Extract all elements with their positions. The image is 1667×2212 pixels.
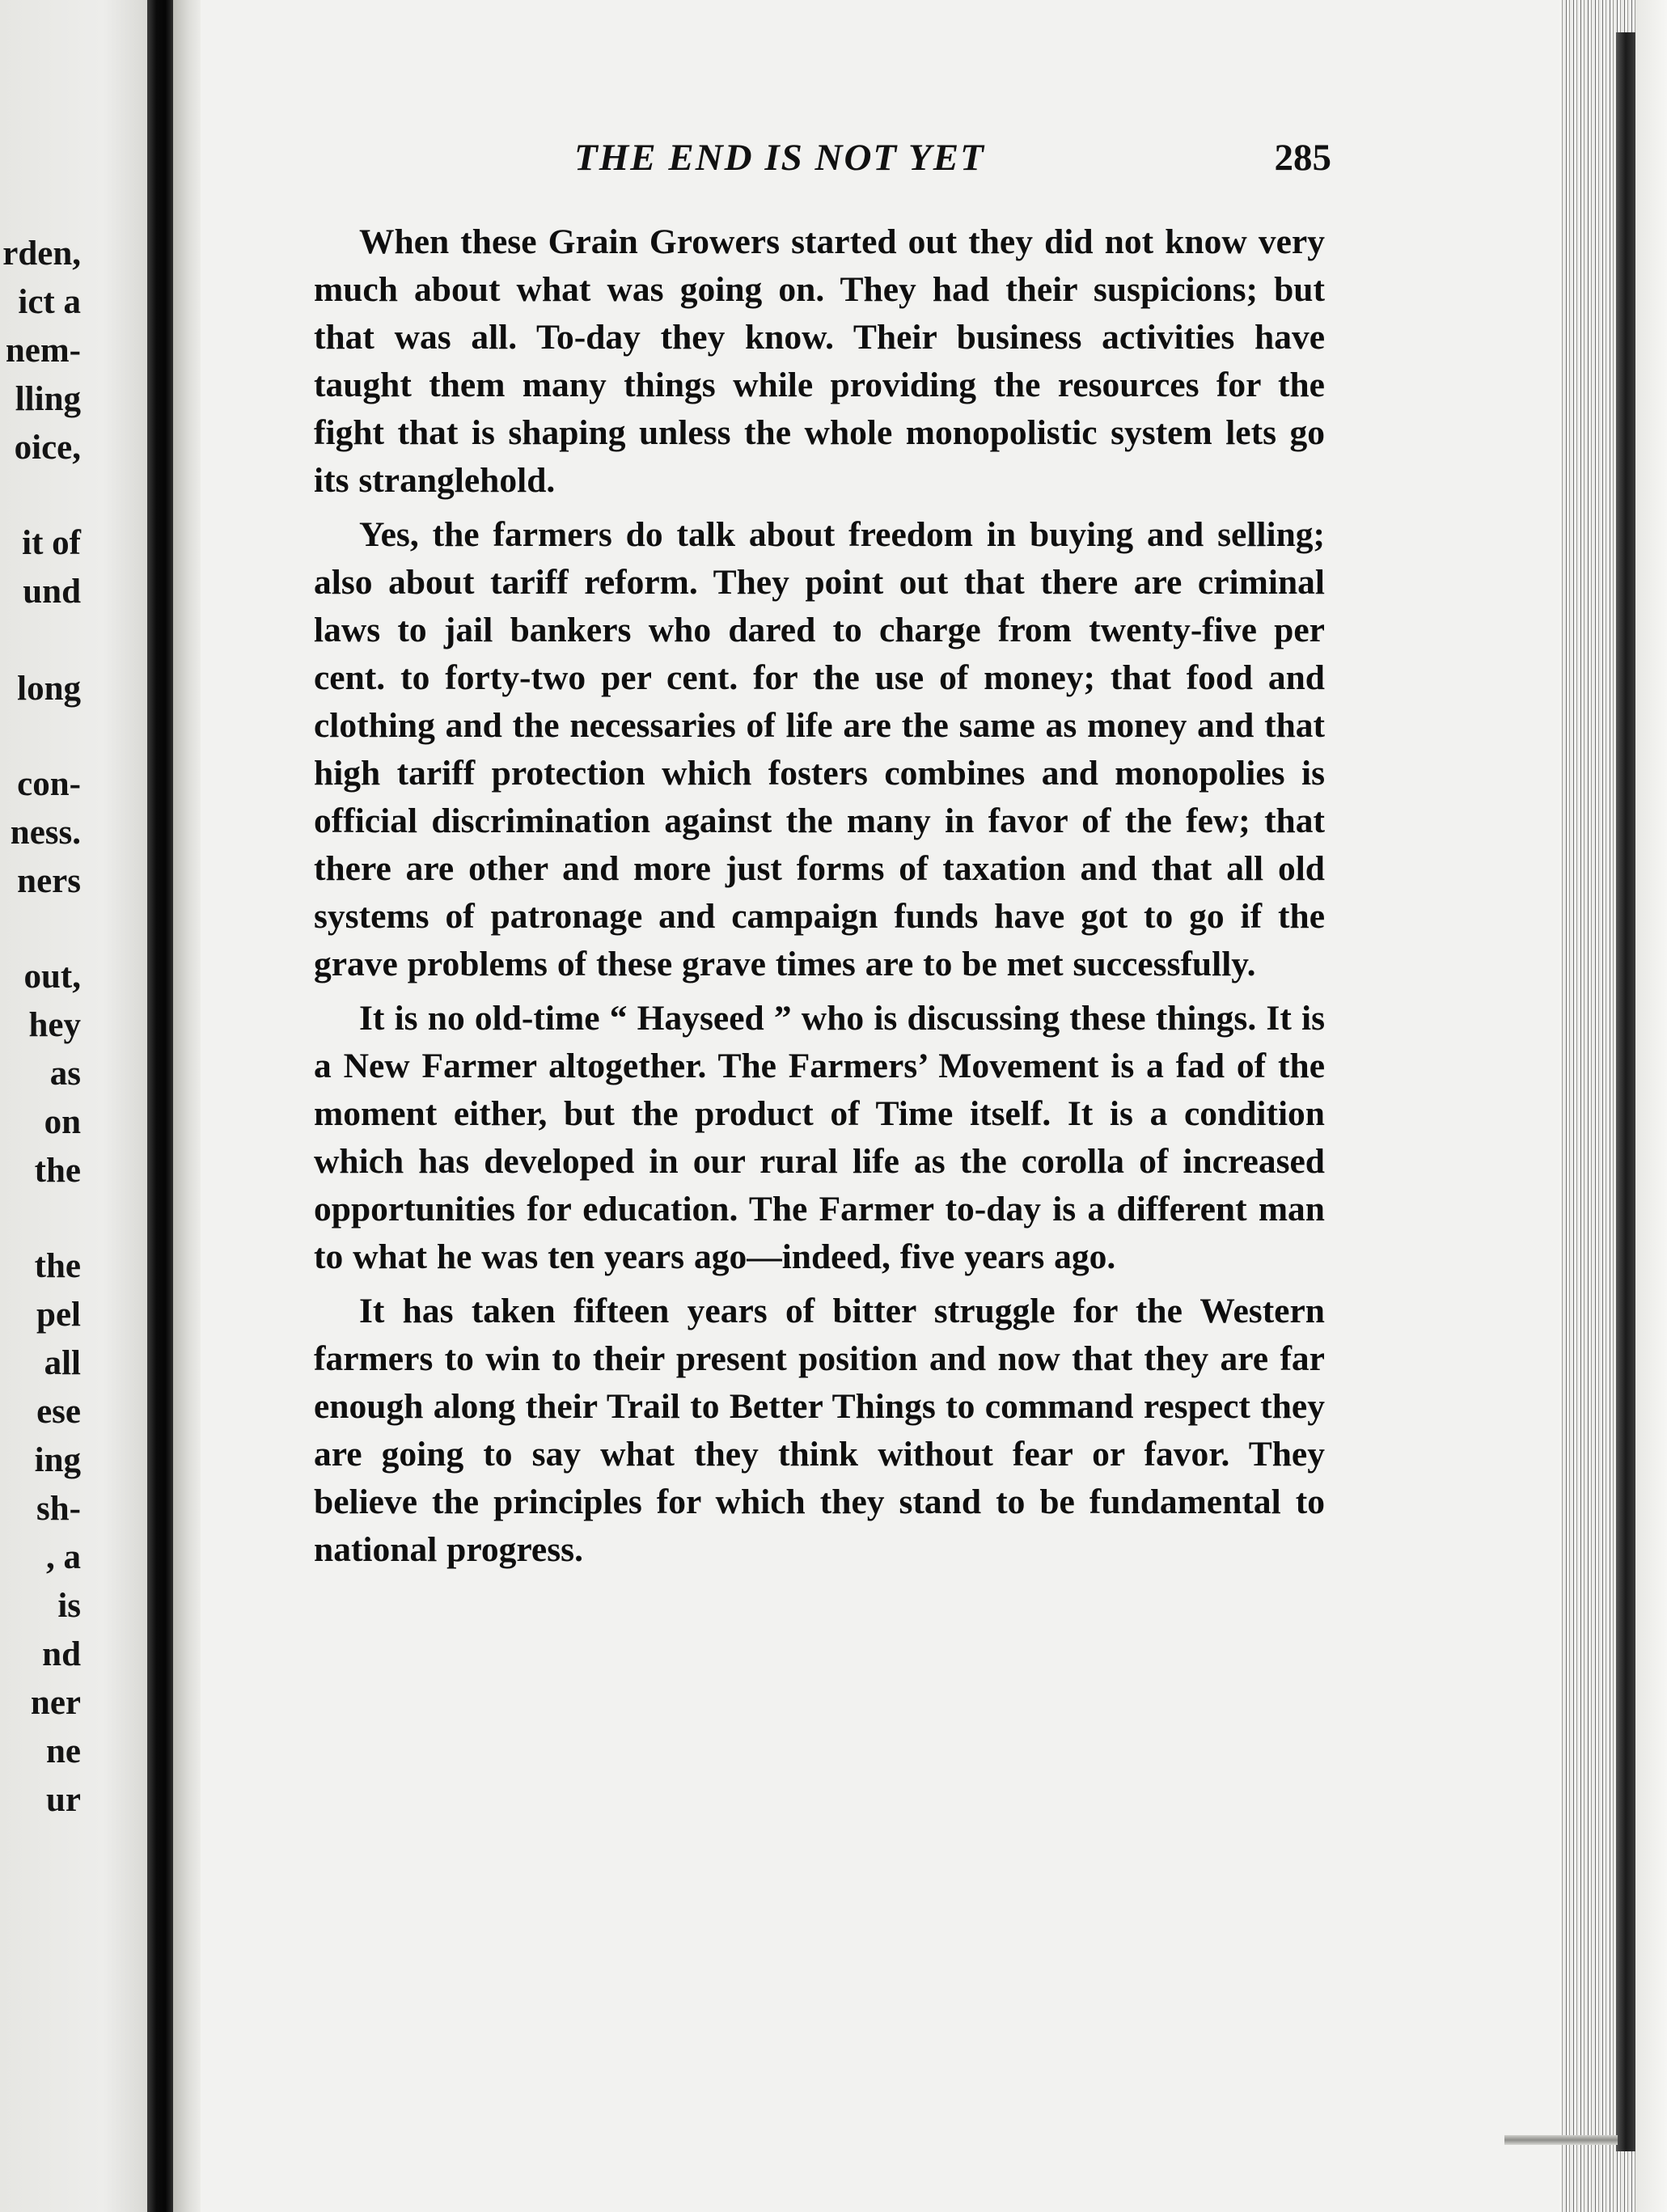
facing-page-text: is — [57, 1587, 81, 1625]
paragraph: Yes, the farmers do talk about freedom in buying and selling; also about tariff reform. They point out that there are criminal laws to jail bankers who dared to charge from twenty-five per cent. to forty-two per cent. for the use of money; that food and clothing and the necessaries of life are the same as money and that high tariff protection which fosters combines and monopolies is official discrimination against the many in favor of the few; that there are other and more just forms of taxation and that all old systems of patronage and campaign funds have got to go if the grave problems of these grave times are to be met successfully. — [314, 515, 1325, 983]
page-stack-edge — [1559, 0, 1667, 2212]
book-gutter-shadow — [147, 0, 173, 2212]
facing-page-text: it of — [22, 524, 81, 562]
facing-page-text: nd — [42, 1635, 81, 1673]
facing-page-text: all — [44, 1344, 81, 1382]
facing-page-text: ict a — [18, 283, 81, 321]
facing-page-text: the — [34, 1152, 81, 1190]
facing-page-fragment — [0, 0, 147, 2212]
facing-page-text: nem- — [5, 332, 81, 370]
facing-page-text: und — [23, 573, 81, 611]
running-head-title: THE END IS NOT YET — [574, 137, 985, 179]
paragraph: It has taken fifteen years of bitter struggle for the Western farmers to win to their present position and now that they are far enough along their Trail to Better Things to command respect they are going to say what they think without fear or favor. They believe the principles for which they stand to be fundamental to national progress. — [314, 1292, 1325, 1569]
facing-page-text: rden, — [2, 235, 81, 273]
facing-page-text: con- — [17, 765, 81, 803]
facing-page-text: ese — [36, 1393, 81, 1431]
body-text — [314, 218, 1325, 1580]
paragraph: When these Grain Growers started out they did not know very much about what was going on. They had their suspicions; but that was all. To-day they know. Their business activities have taught them many things while providing the resources for the fight that is shaping unless the whole monopolistic system lets go its stranglehold. — [314, 222, 1325, 500]
facing-page-text: ners — [17, 862, 81, 900]
facing-page-text: long — [17, 670, 81, 708]
facing-page-text: ur — [46, 1781, 81, 1819]
facing-page-text: ness. — [10, 814, 81, 852]
running-head — [574, 136, 1331, 186]
scan-margin — [1635, 0, 1667, 2212]
page-fold — [173, 0, 201, 2212]
facing-page-text: lling — [15, 380, 81, 418]
facing-page-text: as — [49, 1055, 81, 1093]
facing-page-text: ing — [34, 1441, 81, 1479]
facing-page-text: sh- — [36, 1490, 81, 1528]
facing-page-text: , a — [46, 1538, 81, 1576]
facing-page-text: ner — [30, 1684, 81, 1722]
facing-page-text: pel — [36, 1296, 81, 1334]
facing-page-text: out, — [23, 958, 81, 996]
paragraph: It is no old-time “ Hayseed ” who is discussing these things. It is a New Farmer altogether. The Farmers’ Movement is a fad of the moment either, but the product of Time itself. It is a condition which has developed in our rural life as the corolla of increased opportunities for education. The Farmer to-day is a different man to what he was ten years ago—indeed, five years ago. — [314, 999, 1325, 1276]
facing-page-text: oice, — [14, 429, 81, 467]
facing-page-text: the — [34, 1247, 81, 1285]
facing-page-text: on — [44, 1103, 81, 1141]
page-number: 285 — [1274, 137, 1331, 179]
facing-page-text: hey — [28, 1006, 81, 1044]
page-bottom-edge — [1504, 2135, 1618, 2145]
facing-page-text: ne — [46, 1732, 81, 1770]
cover-edge — [1616, 32, 1635, 2151]
